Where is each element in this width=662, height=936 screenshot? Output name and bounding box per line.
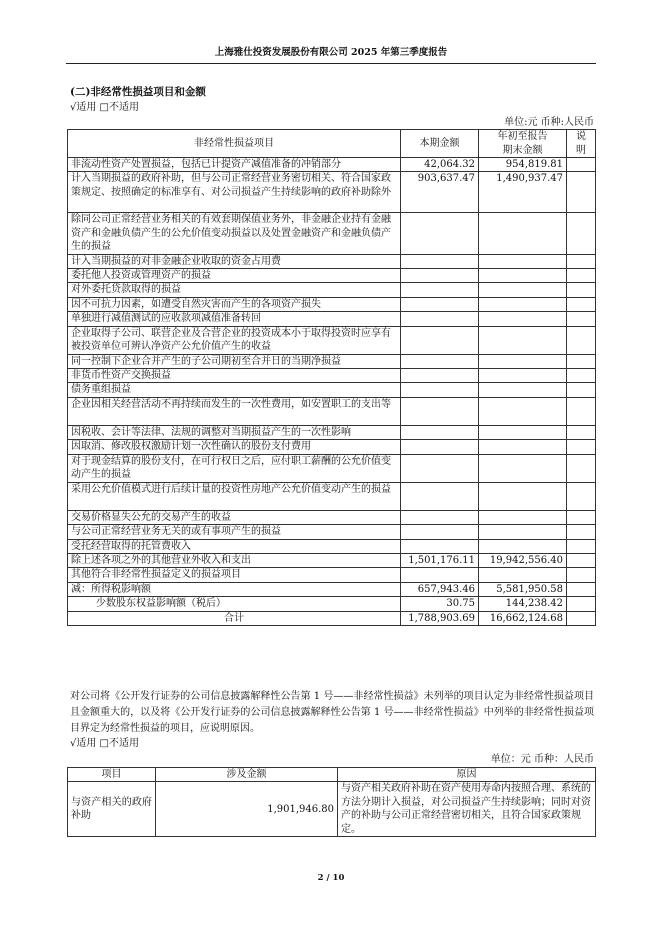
row-ytd-amount: 1,490,937.47	[479, 172, 567, 213]
row-ytd-amount	[479, 482, 567, 510]
row-current-amount	[401, 297, 479, 311]
row-current-amount: 1,501,176.11	[401, 553, 479, 567]
table-row	[68, 539, 596, 553]
row-ytd-amount	[479, 568, 567, 582]
row-note	[567, 254, 596, 268]
row-item-cell: 对外委托贷款取得的损益	[68, 283, 401, 297]
reason-amount-cell: 1,901,946.80	[156, 782, 338, 837]
reason-table	[67, 767, 596, 837]
row-item-cell: 除上述各项之外的其他营业外收入和支出	[68, 553, 401, 567]
table-row	[68, 369, 596, 383]
row-current-amount	[401, 269, 479, 283]
row-current-amount	[401, 354, 479, 368]
row-item-cell: 因税收、会计等法律、法规的调整对当期损益产生的一次性影响	[68, 425, 401, 439]
row-current-amount	[401, 482, 479, 510]
row-current-amount	[401, 425, 479, 439]
row-item-cell: 合计	[68, 611, 401, 625]
non-recurring-gains-table	[67, 129, 596, 626]
row-current-amount	[401, 568, 479, 582]
row-item-cell: 少数股东权益影响额（税后）	[68, 597, 401, 611]
row-note	[567, 172, 596, 213]
row-item-cell: 其他符合非经常性损益定义的损益项目	[68, 568, 401, 582]
row-current-amount	[401, 440, 479, 454]
row-note	[567, 597, 596, 611]
row-note	[567, 568, 596, 582]
report-header-title: 上海雅仕投资发展股份有限公司 2025 年第三季度报告	[214, 47, 448, 58]
table-row	[68, 326, 596, 354]
row-current-amount: 30.75	[401, 597, 479, 611]
row-note	[567, 369, 596, 383]
row-current-amount	[401, 326, 479, 354]
header-ytd-line2: 期末金额	[502, 144, 543, 156]
reason-item-cell: 与资产相关的政府补助	[68, 782, 156, 837]
table-row	[68, 254, 596, 268]
header-current: 本期金额	[401, 130, 479, 158]
row-current-amount	[401, 539, 479, 553]
row-current-amount	[401, 525, 479, 539]
row-note	[567, 611, 596, 625]
row-note	[567, 326, 596, 354]
row-note	[567, 312, 596, 326]
table-row	[68, 397, 596, 425]
applicable-checkbox-line: √适用 □不适用	[70, 102, 139, 113]
row-ytd-amount	[479, 269, 567, 283]
row-note	[567, 354, 596, 368]
header-note	[567, 130, 596, 158]
row-item-cell: 因取消、修改股权激励计划一次性确认的股份支付费用	[68, 440, 401, 454]
table-row	[68, 354, 596, 368]
table-row	[68, 312, 596, 326]
applicable-checkbox-line-2: √适用 □不适用	[70, 738, 139, 749]
row-note	[567, 397, 596, 425]
row-current-amount	[401, 283, 479, 297]
row-current-amount	[401, 213, 479, 254]
row-item-cell: 交易价格显失公允的交易产生的收益	[68, 510, 401, 524]
row-current-amount	[401, 510, 479, 524]
row-item-cell: 非货币性资产交换损益	[68, 369, 401, 383]
table-row	[68, 553, 596, 567]
table-row	[68, 510, 596, 524]
row-note	[567, 510, 596, 524]
row-note	[567, 440, 596, 454]
row-ytd-amount	[479, 397, 567, 425]
row-ytd-amount	[479, 297, 567, 311]
row-note	[567, 582, 596, 596]
row-item-cell: 受托经营取得的托管费收入	[68, 539, 401, 553]
header-divider	[66, 63, 596, 64]
table-row	[68, 425, 596, 439]
table-row	[68, 568, 596, 582]
table-row	[68, 597, 596, 611]
note-paragraph: 对公司将《公开发行证券的公司信息披露解释性公告第 1 号——非经常性损益》未列举的项目认定为非经常性损益项目且金额重大的，以及将《公开发行证券的公司信息披露解释性公告第 1 号——非经常性损益》中列举的非经常性损益项目界定为经常性损益的项目，应说明原因。	[70, 691, 594, 734]
header-note-line2: 明	[576, 144, 586, 156]
row-item-cell: 委托他人投资或管理资产的损益	[68, 269, 401, 283]
row-item-cell: 同一控制下企业合并产生的子公司期初至合并日的当期净损益	[68, 354, 401, 368]
reason-header-row	[68, 768, 596, 782]
row-item-cell: 采用公允价值模式进行后续计量的投资性房地产公允价值变动产生的损益	[68, 482, 401, 510]
table-row	[68, 269, 596, 283]
row-note	[567, 213, 596, 254]
table-row	[68, 283, 596, 297]
row-ytd-amount	[479, 326, 567, 354]
reason-header-item: 项目	[68, 768, 156, 782]
section-title: (二)非经常性损益项目和金额	[70, 86, 206, 98]
unit-currency-line-2: 单位：元 币种：人民币	[490, 754, 594, 765]
table-row	[68, 158, 596, 172]
row-ytd-amount	[479, 369, 567, 383]
table-row	[68, 440, 596, 454]
row-note	[567, 539, 596, 553]
unit-currency-line: 单位:元 币种:人民币	[504, 117, 594, 128]
header-ytd-line1: 年初至报告	[497, 131, 548, 143]
row-ytd-amount: 144,238.42	[479, 597, 567, 611]
reason-row	[68, 782, 596, 837]
table-row	[68, 482, 596, 510]
row-note	[567, 553, 596, 567]
table-row	[68, 297, 596, 311]
table-header-row	[68, 130, 596, 158]
row-item-cell: 企业取得子公司、联营企业及合营企业的投资成本小于取得投资时应享有被投资单位可辨认净资产公允价值产生的收益	[68, 326, 401, 354]
row-item-cell: 减：所得税影响额	[68, 582, 401, 596]
table-row	[68, 213, 596, 254]
table-row	[68, 582, 596, 596]
row-note	[567, 297, 596, 311]
row-ytd-amount	[479, 254, 567, 268]
table-row	[68, 611, 596, 625]
row-item-cell: 计入当期损益的政府补助，但与公司正常经营业务密切相关、符合国家政策规定、按照确定的标准享有、对公司损益产生持续影响的政府补助除外	[68, 172, 401, 213]
row-ytd-amount	[479, 425, 567, 439]
row-item-cell: 计入当期损益的对非金融企业收取的资金占用费	[68, 254, 401, 268]
row-current-amount	[401, 454, 479, 482]
row-item-cell: 债务重组损益	[68, 383, 401, 397]
row-note	[567, 158, 596, 172]
row-item-cell: 对于现金结算的股份支付，在可行权日之后，应付职工薪酬的公允价值变动产生的损益	[68, 454, 401, 482]
row-ytd-amount: 5,581,950.58	[479, 582, 567, 596]
row-item-cell: 除同公司正常经营业务相关的有效套期保值业务外，非金融企业持有金融资产和金融负债产生的公允价值变动损益以及处置金融资产和金融负债产生的损益	[68, 213, 401, 254]
row-item-cell: 企业因相关经营活动不再持续而发生的一次性费用，如安置职工的支出等	[68, 397, 401, 425]
row-current-amount: 903,637.47	[401, 172, 479, 213]
row-current-amount	[401, 369, 479, 383]
row-ytd-amount	[479, 454, 567, 482]
row-note	[567, 283, 596, 297]
row-note	[567, 269, 596, 283]
header-note-line1: 说	[576, 131, 586, 143]
reason-header-amount: 涉及金额	[156, 768, 338, 782]
row-current-amount	[401, 254, 479, 268]
row-current-amount: 42,064.32	[401, 158, 479, 172]
row-ytd-amount	[479, 440, 567, 454]
row-item-cell: 单独进行减值测试的应收款项减值准备转回	[68, 312, 401, 326]
table-row	[68, 525, 596, 539]
table-row	[68, 454, 596, 482]
row-note	[567, 454, 596, 482]
row-ytd-amount	[479, 312, 567, 326]
row-current-amount: 1,788,903.69	[401, 611, 479, 625]
row-current-amount	[401, 397, 479, 425]
row-note	[567, 525, 596, 539]
row-note	[567, 383, 596, 397]
table-row	[68, 172, 596, 213]
row-ytd-amount: 19,942,556.40	[479, 553, 567, 567]
row-ytd-amount	[479, 383, 567, 397]
row-ytd-amount	[479, 525, 567, 539]
row-ytd-amount	[479, 539, 567, 553]
header-ytd	[479, 130, 567, 158]
row-ytd-amount	[479, 283, 567, 297]
row-ytd-amount	[479, 354, 567, 368]
row-note	[567, 482, 596, 510]
table-row	[68, 383, 596, 397]
page-number: 2 / 10	[317, 873, 345, 883]
row-ytd-amount: 16,662,124.68	[479, 611, 567, 625]
row-note	[567, 425, 596, 439]
reason-text-cell: 与资产相关政府补助在资产使用寿命内按照合理、系统的方法分期计入损益，对公司损益产生持续影响；同时对资产的补助与公司正常经营密切相关，且符合国家政策规定。	[338, 782, 596, 837]
row-ytd-amount	[479, 510, 567, 524]
row-current-amount: 657,943.46	[401, 582, 479, 596]
reason-header-reason: 原因	[338, 768, 596, 782]
row-ytd-amount	[479, 213, 567, 254]
header-item: 非经常性损益项目	[68, 130, 401, 158]
row-item-cell: 与公司正常经营业务无关的或有事项产生的损益	[68, 525, 401, 539]
row-current-amount	[401, 312, 479, 326]
row-item-cell: 因不可抗力因素，如遭受自然灾害而产生的各项资产损失	[68, 297, 401, 311]
row-ytd-amount: 954,819.81	[479, 158, 567, 172]
row-current-amount	[401, 383, 479, 397]
row-item-cell: 非流动性资产处置损益，包括已计提资产减值准备的冲销部分	[68, 158, 401, 172]
